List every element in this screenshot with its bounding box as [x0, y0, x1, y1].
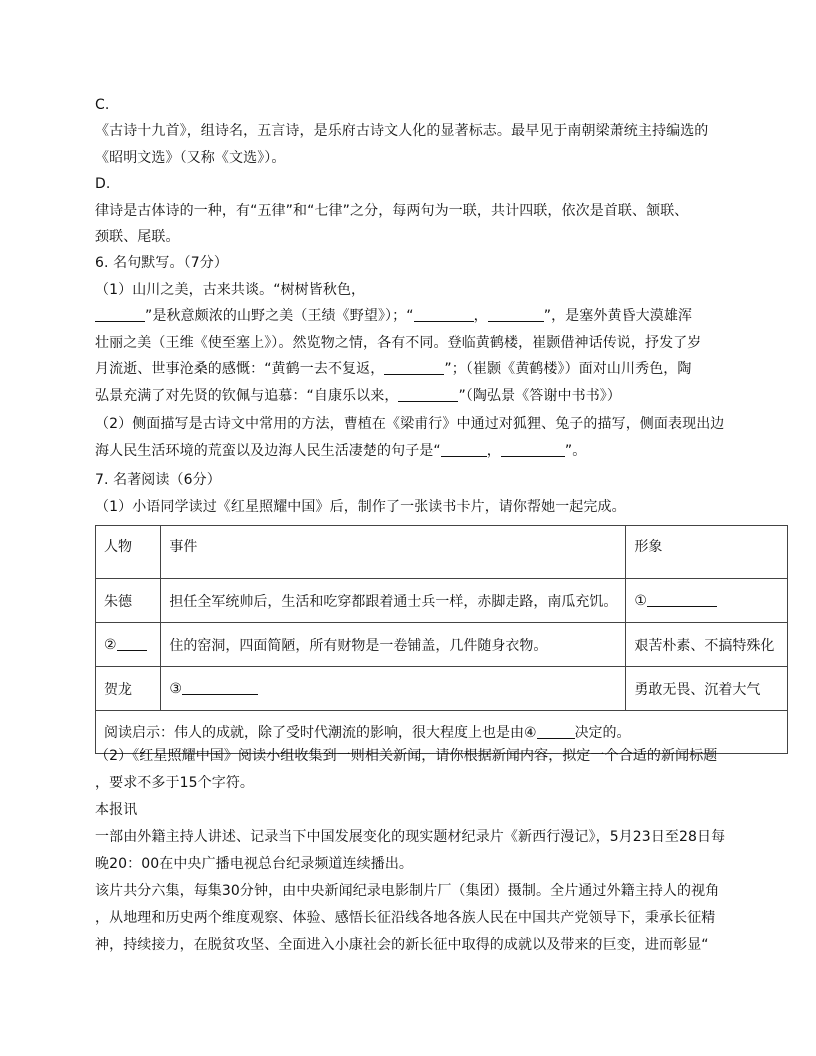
- news-paragraph-2-line2: ，从地理和历史两个维度观察、体验、感悟长征沿线各地各族人民在中国共产党领导下，秉承长征精: [95, 910, 716, 926]
- blank-marker: ②: [104, 637, 117, 653]
- news-paragraph-1-line1: 一部由外籍主持人讲述、记录当下中国发展变化的现实题材纪录片《新西行漫记》，5月23日至28日每: [95, 829, 726, 845]
- option-c-text-1: 《古诗十九首》，组诗名，五言诗，是乐府古诗文人化的显著标志。最早见于南朝梁萧统主持编选的: [95, 123, 709, 139]
- news-paragraph-2-line1: 该片共分六集，每集30分钟，由中央新闻纪录电影制片厂（集团）摄制。全片通过外籍主持人的视角: [95, 883, 720, 899]
- cell-person: 朱德: [96, 579, 161, 623]
- q6-part1-intro: （1）山川之美，古来共谈。“树树皆秋色，: [95, 282, 366, 298]
- answer-blank[interactable]: [384, 360, 444, 375]
- q7-part2-line1: （2）《红星照耀中国》阅读小组收集到一则相关新闻，请你根据新闻内容，拟定一个合适的新闻标题: [95, 748, 718, 764]
- question-6-title: 6. 名句默写。（7分）: [95, 255, 228, 271]
- q6-part1-line5: [95, 387, 621, 405]
- answer-blank[interactable]: [398, 387, 458, 402]
- text-fragment: ”，是塞外黄昏大漠雄浑: [543, 308, 693, 324]
- news-dateline: 本报讯: [95, 802, 138, 818]
- option-d-text-1: 律诗是古体诗的一种，有“五律”和“七律”之分，每两句为一联，共计四联，依次是首联、颔联、: [95, 203, 689, 219]
- q6-part2-line2: [95, 442, 586, 460]
- question-7-title: 7. 名著阅读（6分）: [95, 472, 221, 488]
- q6-part2-line1: （2）侧面描写是古诗文中常用的方法，曹植在《梁甫行》中通过对狐狸、兔子的描写，侧面表现出边: [95, 416, 725, 432]
- q7-part1-instruction: （1）小语同学读过《红星照耀中国》后，制作了一张读书卡片，请你帮她一起完成。: [95, 499, 626, 515]
- answer-blank[interactable]: [441, 442, 487, 457]
- answer-blank[interactable]: [647, 592, 717, 607]
- table-row: [96, 579, 788, 623]
- text-fragment: 海人民生活环境的荒蛮以及边海人民生活凄楚的句子是“: [95, 443, 441, 459]
- text-fragment: ，: [486, 443, 501, 459]
- header-image: 形象: [626, 526, 788, 579]
- answer-blank[interactable]: [414, 307, 474, 322]
- option-d-label: D.: [95, 176, 111, 192]
- option-c-text-2: 《昭明文选》（又称《文选》）。: [95, 150, 286, 166]
- table-row: [96, 667, 788, 711]
- answer-blank[interactable]: [488, 307, 544, 322]
- news-paragraph-1-line2: 晚20：00在中央广播电视总台纪录频道连续播出。: [95, 856, 414, 872]
- text-fragment: 月流逝、世事沧桑的感慨：“黄鹤一去不复返，: [95, 361, 385, 377]
- text-fragment: ”（陶弘景《答谢中书书》）: [458, 388, 622, 404]
- header-person: 人物: [96, 526, 161, 579]
- q6-part1-line2: [95, 307, 692, 325]
- cell-image: 勇敢无畏、沉着大气: [626, 667, 788, 711]
- cell-image: 艰苦朴素、不搞特殊化: [626, 623, 788, 667]
- text-fragment: 弘景充满了对先贤的钦佩与追慕：“自康乐以来，: [95, 388, 399, 404]
- cell-event: 住的窑洞，四面简陋，所有财物是一卷铺盖，几件随身衣物。: [161, 623, 626, 667]
- option-c-label: C.: [95, 97, 110, 113]
- text-fragment: ”是秋意颇浓的山野之美（王绩《野望》）；“: [145, 308, 414, 324]
- text-fragment: 决定的。: [574, 725, 631, 741]
- answer-blank[interactable]: [182, 680, 258, 695]
- table-row: [96, 623, 788, 667]
- header-event: 事件: [161, 526, 626, 579]
- q6-part1-line3: 壮丽之美（王维《使至塞上》）。然览物之情，各有不同。登临黄鹤楼，崔颢借神话传说，抒发了岁: [95, 335, 702, 351]
- news-paragraph-2-line3: 神，持续接力，在脱贫攻坚、全面进入小康社会的新长征中取得的成就以及带来的巨变，进而彰显“: [95, 937, 709, 953]
- option-d-text-2: 颈联、尾联。: [95, 229, 180, 245]
- text-fragment: ”。: [564, 443, 587, 459]
- q6-part1-line4: [95, 360, 692, 378]
- answer-blank[interactable]: [95, 307, 145, 322]
- answer-blank[interactable]: [537, 724, 575, 739]
- cell-person: [96, 623, 161, 667]
- text-fragment: ”；（崔颢《黄鹤楼》）面对山川秀色，陶: [444, 361, 692, 377]
- text-fragment: ，: [473, 308, 488, 324]
- answer-blank[interactable]: [501, 442, 565, 457]
- blank-marker: ③: [169, 681, 182, 697]
- q7-part2-line2: ，要求不多于15个字符。: [95, 775, 255, 791]
- cell-event: 担任全军统帅后，生活和吃穿都跟着通士兵一样，赤脚走路，南瓜充饥。: [161, 579, 626, 623]
- cell-person: 贺龙: [96, 667, 161, 711]
- cell-image: [626, 579, 788, 623]
- reading-card-table: [95, 525, 788, 754]
- text-fragment: 阅读启示：伟人的成就，除了受时代潮流的影响，很大程度上也是由④: [104, 725, 537, 741]
- cell-event: [161, 667, 626, 711]
- answer-blank[interactable]: [117, 636, 147, 651]
- blank-marker: ①: [634, 593, 647, 609]
- table-header-row: [96, 526, 788, 579]
